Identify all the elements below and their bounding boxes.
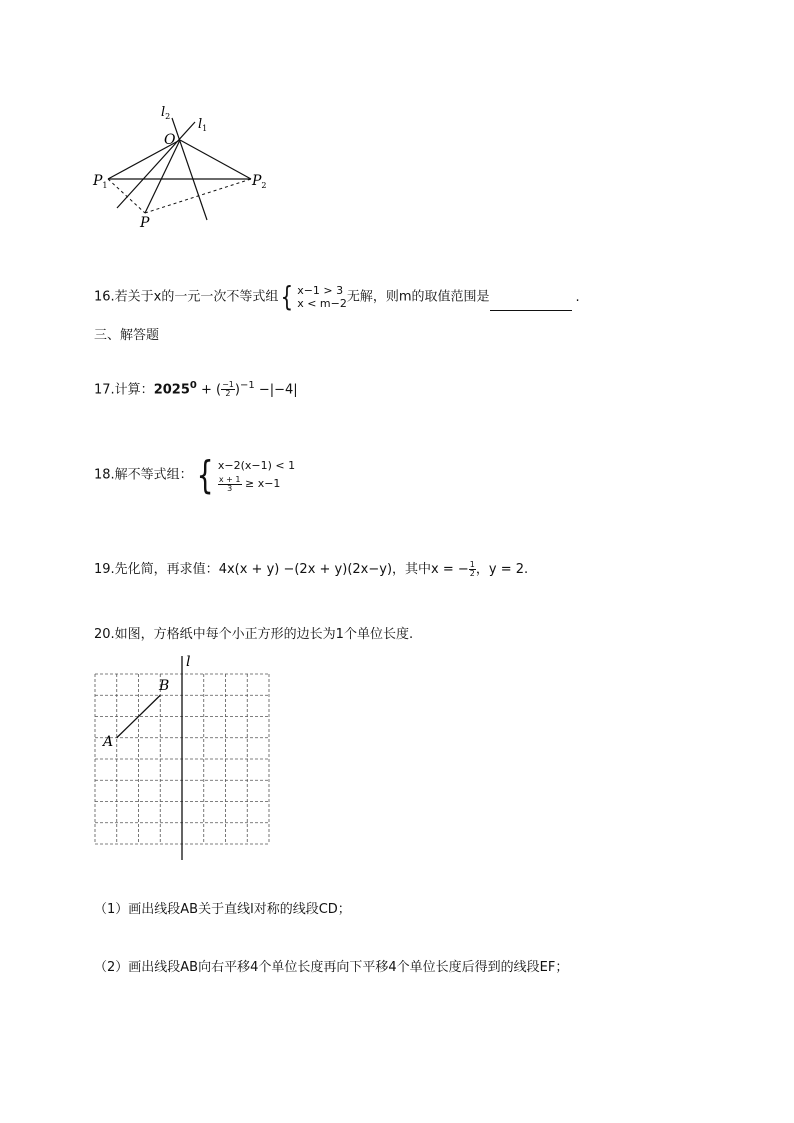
label-l2: $l_2$ [161, 105, 171, 121]
q17-fraction: $\frac{-1}{2}$ [222, 380, 234, 399]
q18-line1: x−2(x−1) < 1 [217, 459, 296, 472]
q19-prefix: 19.先化简，再求值： [94, 562, 219, 577]
label-l1: $l_1$ [198, 117, 208, 133]
label-o: O [164, 132, 176, 148]
question-16 [94, 280, 580, 313]
label-a: A [103, 734, 114, 750]
question-20-part1: （1）画出线段AB关于直线l对称的线段CD； [94, 902, 351, 917]
line-l2 [172, 118, 207, 220]
q18-line2: $\frac{x + 1}{3}$ ≥ x−1 [218, 474, 281, 493]
label-b: B [159, 678, 170, 694]
brace-icon: { [196, 453, 214, 497]
grid-figure [90, 650, 275, 865]
q17-exp0: 0 [189, 380, 197, 391]
q16-answer-blank[interactable] [490, 298, 572, 311]
q16-end: . [575, 289, 580, 305]
section-title: 三、解答题 [94, 328, 160, 343]
q17-close: ) [234, 382, 240, 398]
label-p1: $P_1$ [93, 173, 108, 190]
q19-tail: ，y = 2. [475, 562, 529, 577]
dashed-p-p2 [145, 179, 251, 213]
question-18 [94, 453, 296, 497]
q18-prefix: 18.解不等式组： [94, 467, 193, 483]
brace-icon: { [281, 280, 294, 313]
line-l1 [117, 122, 195, 208]
q17-tail: −|−4| [254, 382, 298, 398]
q17-exp: −1 [239, 380, 255, 391]
question-20-part2: （2）画出线段AB向右平移4个单位长度再向下平移4个单位长度后得到的线段EF； [94, 960, 569, 975]
q19-mid: ，其中x = − [392, 562, 469, 577]
question-20-stem: 20.如图，方格纸中每个小正方形的边长为1个单位长度. [94, 627, 414, 642]
q16-inequality-system [278, 280, 347, 313]
q17-prefix: 17.计算： [94, 382, 154, 398]
figure-angle-lines [88, 100, 278, 235]
q17-base: 2025 [153, 382, 190, 398]
q16-line1: x−1 > 3 [297, 284, 344, 297]
q19-fraction: $\frac{1}{2}$ [469, 560, 475, 578]
segment-o-p [145, 140, 180, 213]
question-19 [94, 561, 528, 578]
q16-prefix: 16.若关于x的一元一次不等式组 [94, 289, 279, 305]
q16-line2: x < m−2 [297, 297, 347, 310]
label-p: P [140, 215, 150, 231]
label-p2: $P_2$ [252, 173, 267, 190]
label-l: l [186, 654, 191, 670]
q16-suffix: 无解，则m的取值范围是 [346, 289, 490, 305]
q17-plus: + ( [196, 382, 222, 398]
q18-inequality-system [193, 453, 296, 497]
q19-expression: 4x(x + y) −(2x + y)(2x−y) [218, 562, 393, 577]
question-17 [94, 381, 298, 398]
